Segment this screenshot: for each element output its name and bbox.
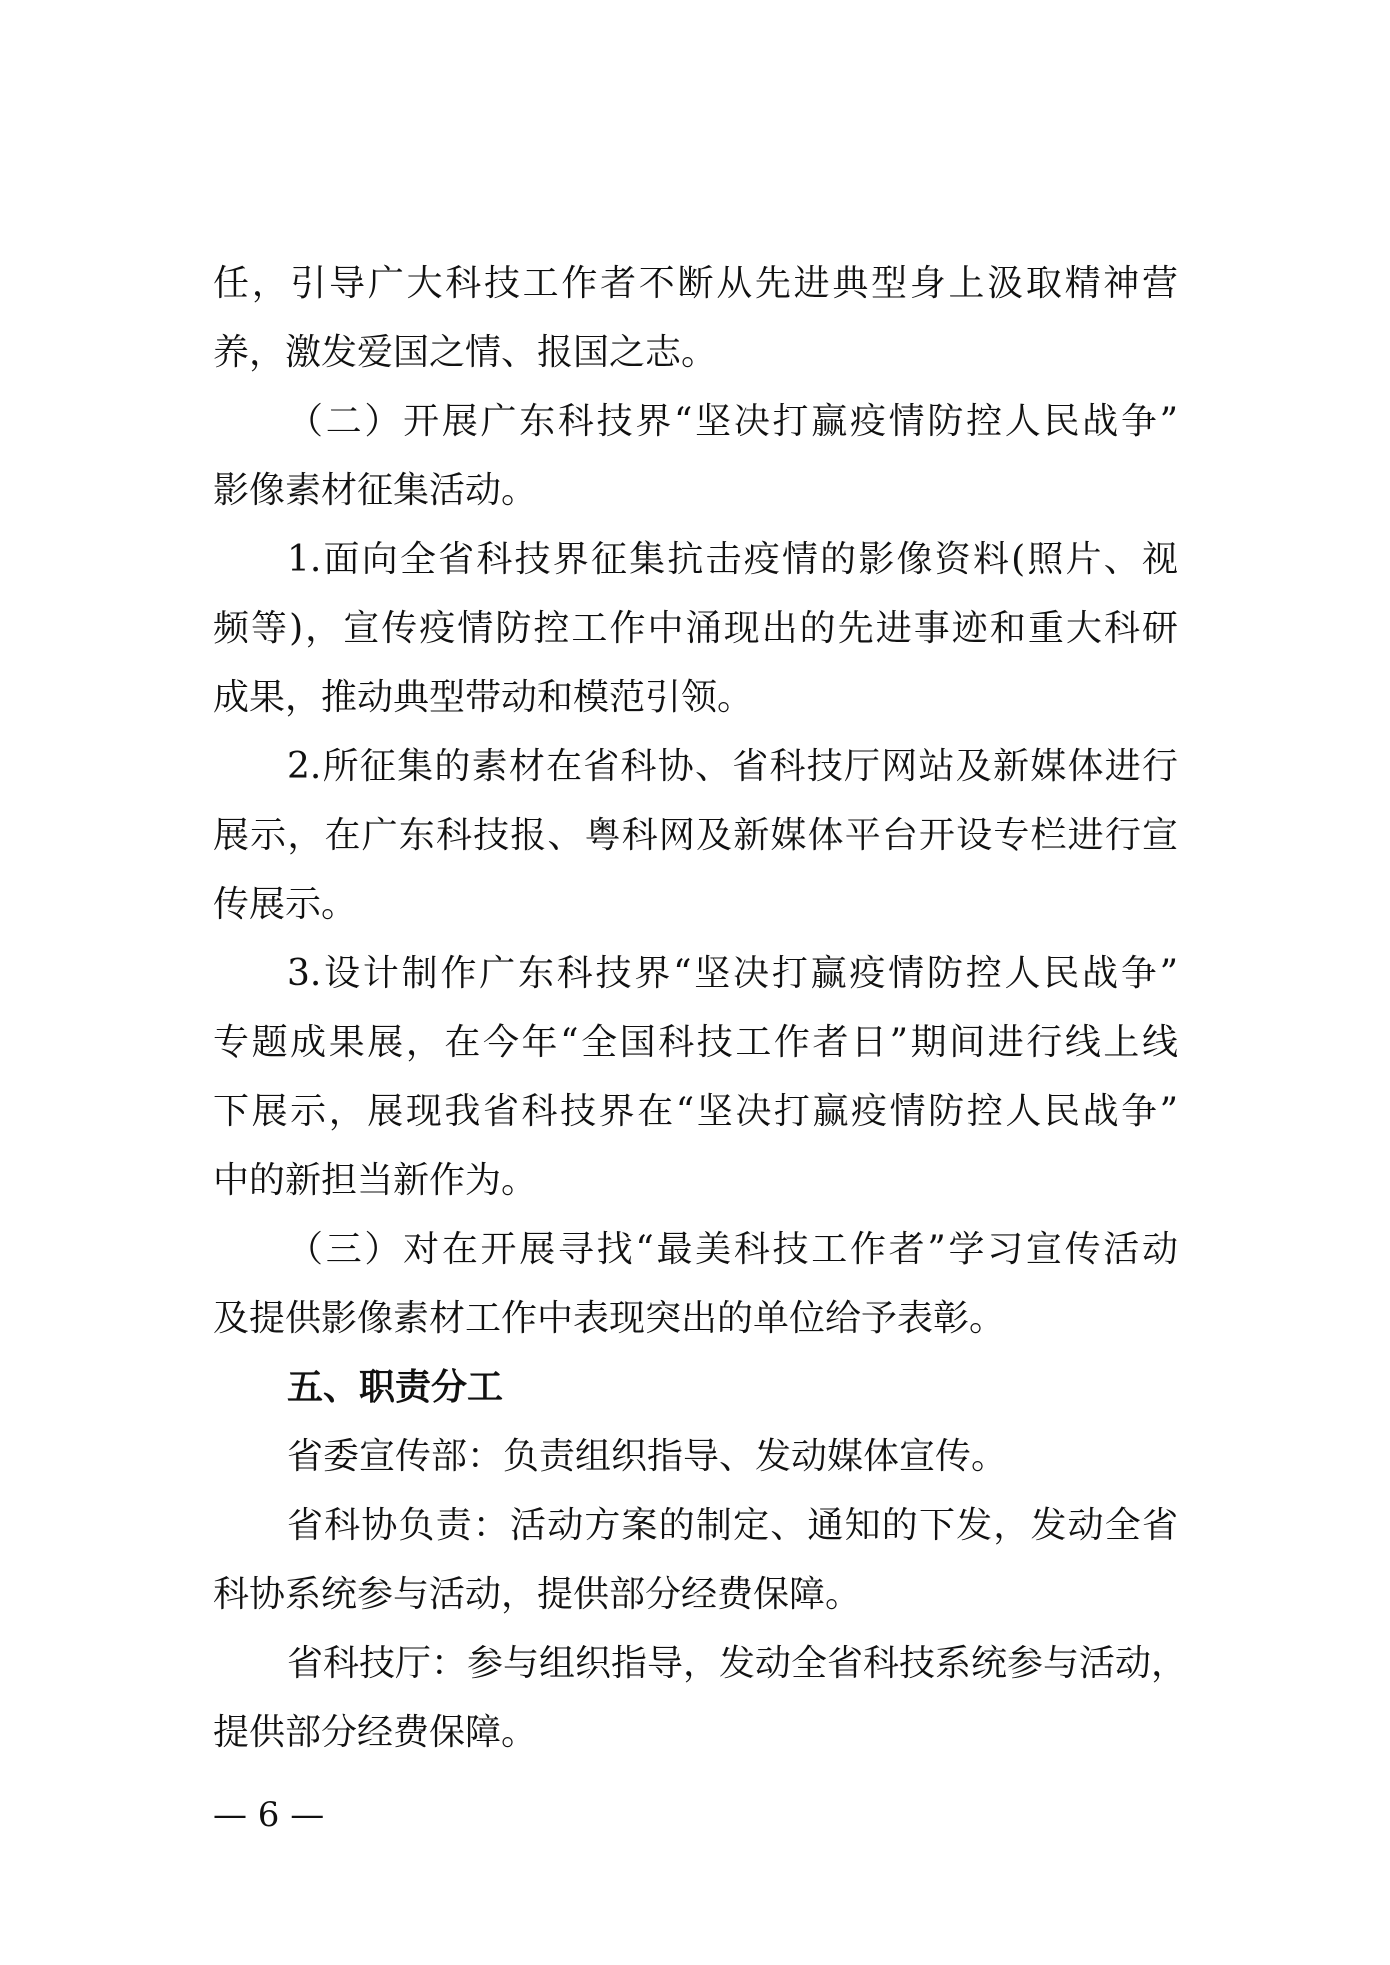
paragraph-4-line-0: 3.设计制作广东科技界“坚决打赢疫情防控人民战争” — [287, 953, 1178, 994]
page-number: — 6 — — [213, 1795, 325, 1835]
paragraph-8-line-0: 省科协负责：活动方案的制定、通知的下发，发动全省 — [287, 1505, 1178, 1546]
paragraph-5-line-0: （三）对在开展寻找“最美科技工作者”学习宣传活动 — [287, 1229, 1178, 1270]
paragraph-9-line-0: 省科技厅：参与组织指导，发动全省科技系统参与活动， — [287, 1643, 1188, 1684]
paragraph-5-line-1: 及提供影像素材工作中表现突出的单位给予表彰。 — [213, 1298, 1006, 1339]
paragraph-3-line-1: 展示，在广东科技报、粤科网及新媒体平台开设专栏进行宣 — [213, 815, 1178, 856]
paragraph-0-line-1: 养，激发爱国之情、报国之志。 — [213, 332, 718, 373]
paragraph-4-line-2: 下展示，展现我省科技界在“坚决打赢疫情防控人民战争” — [213, 1091, 1178, 1132]
paragraph-4-line-3: 中的新担当新作为。 — [213, 1160, 538, 1201]
paragraph-3-line-0: 2.所征集的素材在省科协、省科技厅网站及新媒体进行 — [287, 746, 1178, 787]
paragraph-4-line-1: 专题成果展，在今年“全国科技工作者日”期间进行线上线 — [213, 1022, 1178, 1063]
paragraph-1-line-0: （二）开展广东科技界“坚决打赢疫情防控人民战争” — [287, 401, 1178, 442]
paragraph-2-line-0: 1.面向全省科技界征集抗击疫情的影像资料(照片、视 — [287, 539, 1178, 580]
paragraph-2-line-2: 成果，推动典型带动和模范引领。 — [213, 677, 754, 718]
paragraph-9-line-1: 提供部分经费保障。 — [213, 1712, 538, 1753]
paragraph-1-line-1: 影像素材征集活动。 — [213, 470, 538, 511]
paragraph-8-line-1: 科协系统参与活动，提供部分经费保障。 — [213, 1574, 862, 1615]
paragraph-7-line-0: 省委宣传部：负责组织指导、发动媒体宣传。 — [287, 1436, 1008, 1477]
paragraph-3-line-2: 传展示。 — [213, 884, 358, 925]
paragraph-0-line-0: 任，引导广大科技工作者不断从先进典型身上汲取精神营 — [213, 263, 1178, 304]
paragraph-2-line-1: 频等)，宣传疫情防控工作中涌现出的先进事迹和重大科研 — [213, 608, 1178, 649]
section-heading: 五、职责分工 — [287, 1367, 504, 1408]
